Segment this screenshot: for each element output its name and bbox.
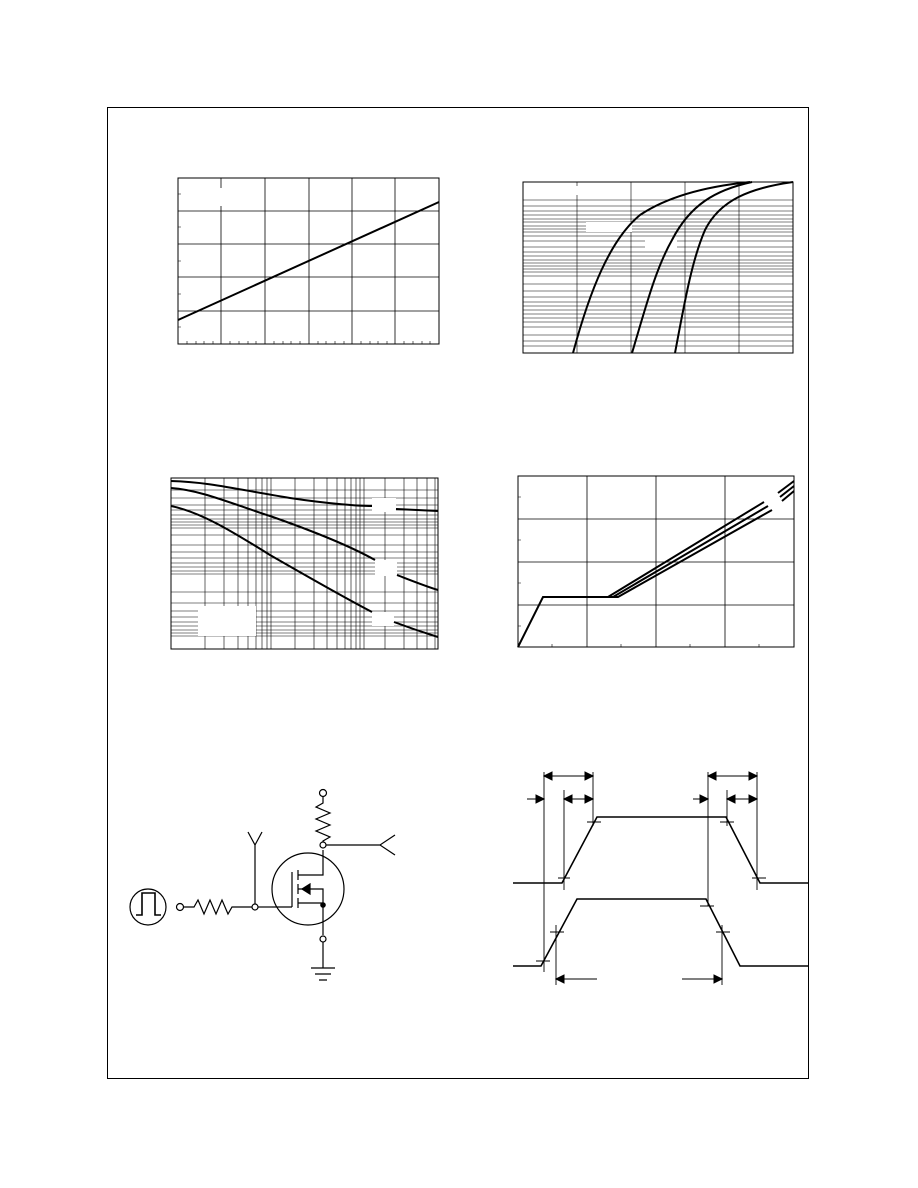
plot-linear-rising-line [178, 178, 439, 344]
label-blank [198, 606, 256, 636]
gate-probe [248, 832, 262, 904]
plot-grid [518, 476, 794, 647]
plot-linear-ramp-plateau-curves [518, 476, 794, 647]
plot-loglog-decaying-curves [171, 478, 438, 649]
output-waveform [513, 817, 809, 883]
plot-grid [523, 182, 793, 353]
reference-lines [544, 772, 757, 985]
curve-1 [518, 502, 764, 647]
source-terminal [320, 936, 326, 942]
minor-ticks [178, 194, 430, 344]
curve-3-right [394, 622, 438, 637]
curve-1-right [396, 509, 438, 511]
label-blank [375, 560, 397, 576]
plot-log-family-curves [523, 182, 793, 353]
curve-2-left [171, 488, 375, 560]
level-ticks [536, 822, 766, 961]
gate-resistor [184, 900, 252, 914]
switching-test-circuit [130, 790, 395, 981]
label-blank [372, 498, 396, 512]
source-node [321, 903, 325, 907]
label-blank [372, 612, 394, 626]
plot-frame [523, 182, 793, 353]
gate-node [252, 904, 258, 910]
data-line [178, 202, 439, 320]
load-resistor [316, 797, 330, 842]
pulse-source [130, 889, 166, 925]
drain-node [320, 842, 326, 848]
curve-2-right [397, 575, 438, 590]
curve-3 [675, 182, 793, 353]
label-blank [760, 488, 778, 502]
mosfet [272, 850, 344, 935]
terminal [177, 904, 184, 911]
minor-ticks [518, 497, 759, 647]
label-blank [530, 186, 584, 195]
curve-family [573, 182, 793, 353]
curve-3-tail [782, 491, 794, 501]
ground [311, 968, 335, 980]
label-blank [206, 188, 240, 206]
drain-probe [326, 835, 395, 855]
switching-waveforms [513, 772, 809, 985]
supply-terminal [320, 790, 327, 797]
